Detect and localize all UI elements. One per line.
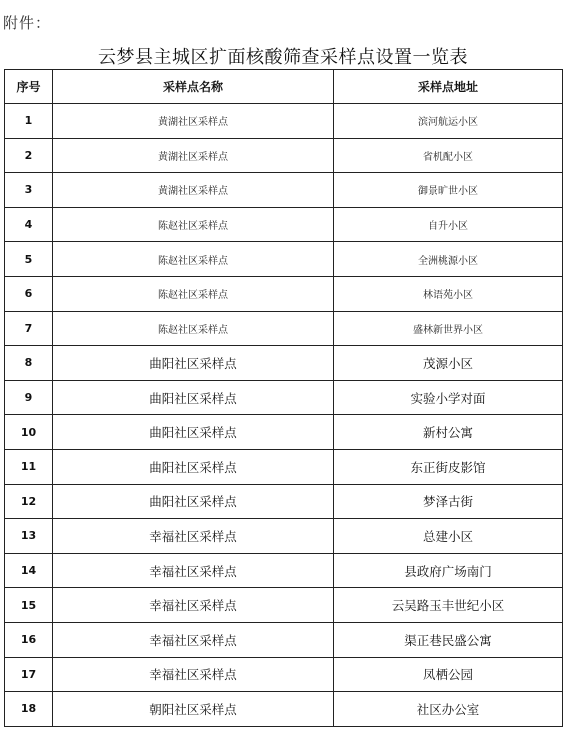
site-name: 曲阳社区采样点 [53,449,334,484]
table-row [5,657,563,692]
document-title: 云梦县主城区扩面核酸筛查采样点设置一览表 [98,47,468,68]
table-row [5,207,563,242]
row-number: 9 [5,380,53,415]
site-address: 茂源小区 [334,346,563,381]
table-row [5,692,563,727]
site-name: 幸福社区采样点 [53,519,334,554]
row-number: 15 [5,588,53,623]
row-number: 1 [5,104,53,139]
site-name: 陈赵社区采样点 [53,207,334,242]
table-row [5,311,563,346]
site-address: 自升小区 [334,207,563,242]
row-number: 12 [5,484,53,519]
site-address: 盛林新世界小区 [334,311,563,346]
site-address: 滨河航运小区 [334,104,563,139]
site-name: 曲阳社区采样点 [53,346,334,381]
table-row [5,276,563,311]
site-address: 社区办公室 [334,692,563,727]
row-number: 6 [5,276,53,311]
sampling-sites-table [4,69,563,727]
table-row [5,484,563,519]
table-row [5,138,563,173]
site-name: 幸福社区采样点 [53,657,334,692]
site-address: 新村公寓 [334,415,563,450]
row-number: 5 [5,242,53,277]
site-address: 县政府广场南门 [334,553,563,588]
table-row [5,553,563,588]
row-number: 18 [5,692,53,727]
site-address: 凤栖公园 [334,657,563,692]
row-number: 4 [5,207,53,242]
site-name: 朝阳社区采样点 [53,692,334,727]
row-number: 2 [5,138,53,173]
table-row [5,104,563,139]
site-address: 实验小学对面 [334,380,563,415]
row-number: 3 [5,173,53,208]
row-number: 7 [5,311,53,346]
site-name: 幸福社区采样点 [53,553,334,588]
site-address: 全洲桃源小区 [334,242,563,277]
site-name: 陈赵社区采样点 [53,242,334,277]
site-name: 曲阳社区采样点 [53,484,334,519]
site-name: 幸福社区采样点 [53,588,334,623]
row-number: 13 [5,519,53,554]
site-name: 陈赵社区采样点 [53,311,334,346]
attachment-label: 附件： [3,14,52,32]
table-row [5,622,563,657]
header-site-name: 采样点名称 [53,70,334,104]
table-row [5,173,563,208]
row-number: 14 [5,553,53,588]
table-row [5,380,563,415]
table-row [5,588,563,623]
header-site-address: 采样点地址 [334,70,563,104]
row-number: 11 [5,449,53,484]
site-address: 省机配小区 [334,138,563,173]
site-address: 东正街皮影馆 [334,449,563,484]
table-row [5,242,563,277]
site-name: 陈赵社区采样点 [53,276,334,311]
site-address: 总建小区 [334,519,563,554]
table-row [5,449,563,484]
site-name: 幸福社区采样点 [53,622,334,657]
site-name: 曲阳社区采样点 [53,380,334,415]
site-address: 梦泽古街 [334,484,563,519]
site-name: 黄湖社区采样点 [53,173,334,208]
site-address: 御景旷世小区 [334,173,563,208]
row-number: 16 [5,622,53,657]
table-row [5,415,563,450]
site-address: 渠正巷民盛公寓 [334,622,563,657]
table-row [5,346,563,381]
table-header-row [5,70,563,104]
row-number: 8 [5,346,53,381]
header-number: 序号 [5,70,53,104]
site-name: 曲阳社区采样点 [53,415,334,450]
table-row [5,519,563,554]
row-number: 17 [5,657,53,692]
site-name: 黄湖社区采样点 [53,138,334,173]
site-address: 云吴路玉丰世纪小区 [334,588,563,623]
site-address: 林语苑小区 [334,276,563,311]
row-number: 10 [5,415,53,450]
site-name: 黄湖社区采样点 [53,104,334,139]
